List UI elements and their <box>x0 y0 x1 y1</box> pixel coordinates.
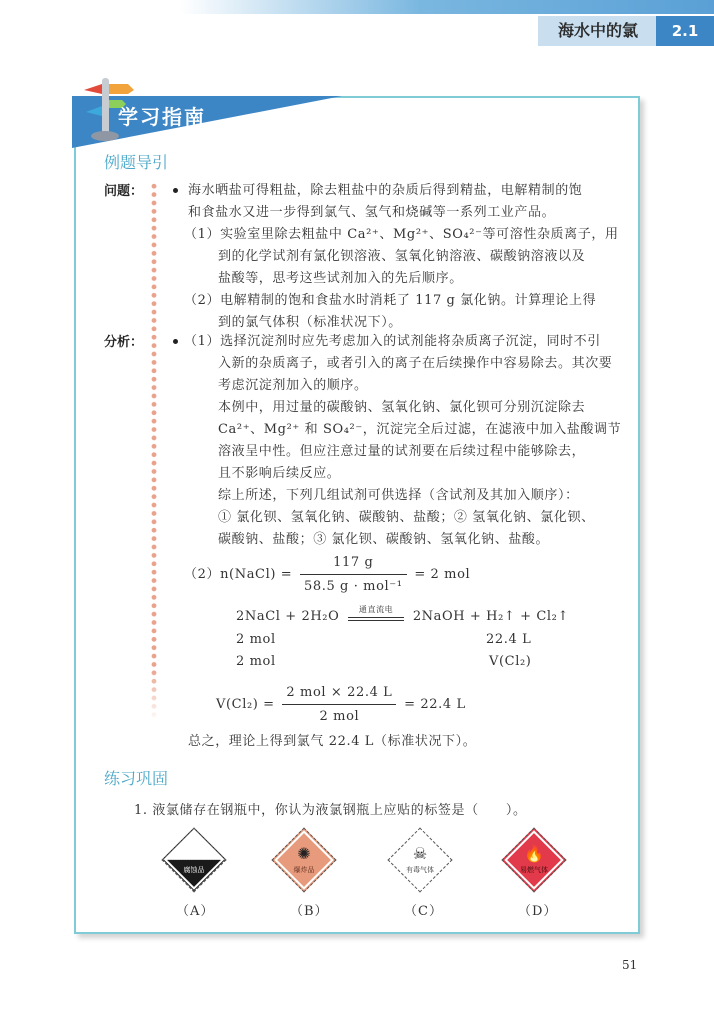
chapter-tab <box>538 16 714 46</box>
question-2-text: （2）电解精制的饱和食盐水时消耗了 117 g 氯化钠。计算理论上得 <box>184 293 597 308</box>
banner-title: 学习指南 <box>118 105 206 129</box>
stoich-right: 22.4 L <box>486 632 532 647</box>
option-a-letter: （A） <box>176 904 215 919</box>
chapter-title: 海水中的氯 <box>538 16 656 46</box>
stoich-right: V(Cl₂) <box>489 654 532 669</box>
analysis-1-text: ① 氯化钡、氢氧化钠、碳酸钠、盐酸；② 氢氧化钠、氯化钡、 <box>218 510 595 525</box>
section-heading-example: 例题导引 <box>104 153 169 172</box>
question-text: 和食盐水又进一步得到氯气、氢气和烧碱等一系列工业产品。 <box>188 205 556 220</box>
analysis-1-text: （1）选择沉淀剂时应先考虑加入的试剂能将杂质离子沉淀，同时不引 <box>184 334 601 349</box>
analysis-1-text: 考虑沉淀剂加入的顺序。 <box>218 378 368 393</box>
analysis-1-text: 入新的杂质离子，或者引入的离子在后续操作中容易除去。其次要 <box>218 356 613 371</box>
bullet-icon <box>173 339 178 344</box>
analysis-1-text: Ca²⁺、Mg²⁺ 和 SO₄²⁻，沉淀完全后过滤，在滤液中加入盐酸调节 <box>218 422 622 437</box>
bullet-icon <box>173 188 178 193</box>
option-d-letter: （D） <box>518 904 558 919</box>
reaction-arrow: 通直流电 <box>348 613 404 621</box>
page-number: 51 <box>622 958 638 972</box>
question-1-text: 盐酸等，思考这些试剂加入的先后顺序。 <box>218 271 463 286</box>
molar-calculation: （2）n(NaCl) = $\frac{117 g}{\text{58.5 g · mol⁻¹}}$ = 2 mol <box>184 552 470 597</box>
analysis-label: 分析： <box>104 335 144 350</box>
header-gradient-bar <box>180 0 714 14</box>
option-b-explosive[interactable]: ✺ 爆炸品 <box>272 828 336 892</box>
analysis-1-text: 溶液呈中性。但应注意过量的试剂要在后续过程中能够除去， <box>218 444 586 459</box>
question-label: 问题： <box>104 184 144 199</box>
option-c-letter: （C） <box>404 904 443 919</box>
section-heading-practice: 练习巩固 <box>104 769 169 788</box>
option-c-toxic[interactable]: ☠ 有毒气体 <box>388 828 452 892</box>
corrosive-icon <box>161 827 226 892</box>
ion-list: Ca²⁺、Mg²⁺、SO₄²⁻ <box>347 227 483 242</box>
question-1-text: 到的化学试剂有氯化钡溶液、氢氧化钠溶液、碳酸钠溶液以及 <box>218 249 586 264</box>
analysis-1-text: 综上所述，下列几组试剂可供选择（含试剂及其加入顺序）： <box>218 488 579 503</box>
analysis-1-text: 且不影响后续反应。 <box>218 466 341 481</box>
dotted-divider <box>151 182 157 722</box>
question-text: 海水晒盐可得粗盐，除去粗盐中的杂质后得到精盐，电解精制的饱 <box>188 183 583 198</box>
option-d-flammable[interactable]: 🔥 易燃气体 <box>502 828 566 892</box>
question-1-text: （1）实验室里除去粗盐中 Ca²⁺、Mg²⁺、SO₄²⁻等可溶性杂质离子，用 <box>184 227 619 242</box>
reaction-equation: 2NaCl + 2H₂O 通直流电 2NaOH + H₂↑ + Cl₂↑ <box>236 604 569 624</box>
conclusion-text: 总之，理论上得到氯气 22.4 L（标准状况下）。 <box>188 734 477 749</box>
stoich-left: 2 mol <box>236 654 276 669</box>
volume-calculation: V(Cl₂) = $\frac{\text{2 mol × 22.4 L}}{\text{2 mol}}$ = 22.4 L <box>216 682 466 727</box>
analysis-1-text: 本例中，用过量的碳酸钠、氢氧化钠、氯化钡可分别沉淀除去 <box>218 400 586 415</box>
analysis-1-text: 碳酸钠、盐酸；③ 氯化钡、碳酸钠、氢氧化钠、盐酸。 <box>218 532 550 547</box>
practice-question: 1. 液氯储存在钢瓶中，你认为液氯钢瓶上应贴的标签是（ ）。 <box>134 803 527 818</box>
option-b-letter: （B） <box>290 904 329 919</box>
question-2-text: 到的氯气体积（标准状况下）。 <box>218 315 402 330</box>
option-a-corrosive[interactable]: 腐蚀品 <box>162 828 226 892</box>
stoich-left: 2 mol <box>236 632 276 647</box>
chapter-number: 2.1 <box>656 16 714 46</box>
